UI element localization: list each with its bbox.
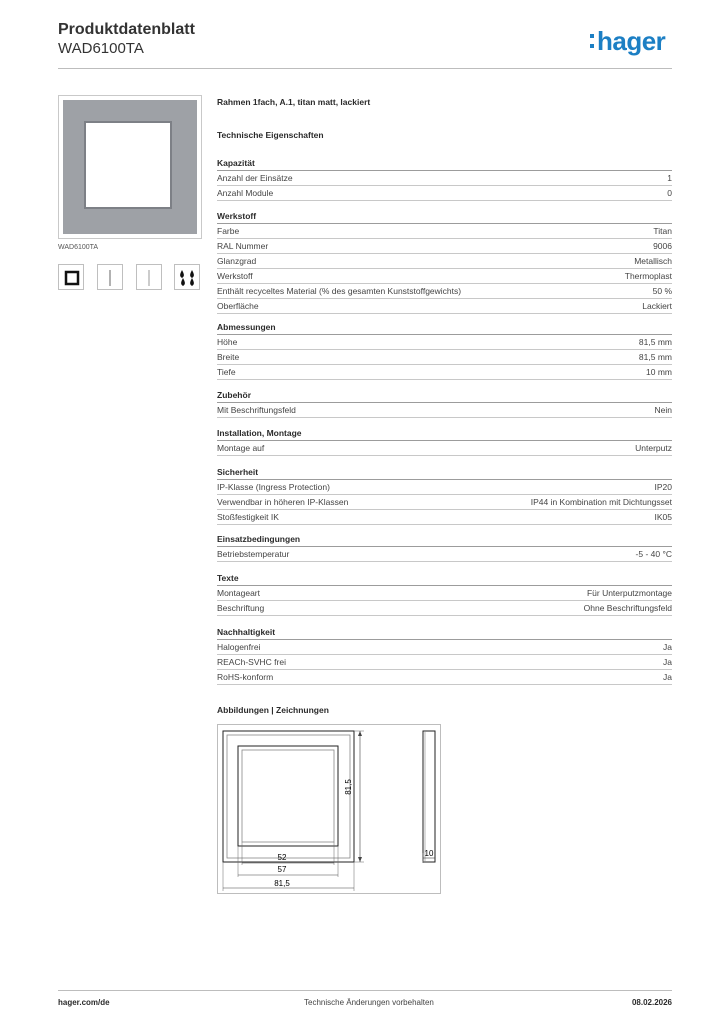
property-row (217, 480, 672, 495)
property-label: Glanzgrad (217, 256, 257, 266)
section-title: Abmessungen (217, 321, 672, 335)
product-image (58, 95, 202, 239)
properties-heading: Technische Eigenschaften (217, 130, 324, 140)
property-section (217, 389, 672, 418)
property-label: RAL Nummer (217, 241, 269, 251)
property-value: 81,5 mm (638, 337, 672, 347)
property-label: RoHS-konform (217, 672, 274, 682)
property-value: Ja (663, 672, 672, 682)
property-section (217, 427, 672, 456)
property-value: 1 (667, 173, 672, 183)
property-row (217, 335, 672, 350)
property-label: Höhe (217, 337, 238, 347)
footer-note: Technische Änderungen vorbehalten (304, 998, 434, 1007)
property-row (217, 299, 672, 314)
dim-outer-label: 81,5 (274, 879, 290, 888)
technical-drawing (217, 724, 441, 894)
property-value: Unterputz (635, 443, 672, 453)
property-label: REACh-SVHC frei (217, 657, 286, 667)
section-title: Sicherheit (217, 466, 672, 480)
single-line-icon (97, 264, 123, 290)
dim-inner-label: 52 (277, 853, 287, 862)
property-label: Anzahl Module (217, 188, 274, 198)
water-drops-icon (174, 264, 200, 290)
property-label: Tiefe (217, 367, 236, 377)
property-row (217, 510, 672, 525)
logo-dots-icon (590, 28, 595, 48)
property-value: Ohne Beschriftungsfeld (583, 603, 672, 613)
frame-opening (84, 121, 172, 209)
property-value: Ja (663, 642, 672, 652)
property-row (217, 239, 672, 254)
property-label: Werkstoff (217, 271, 253, 281)
property-row (217, 365, 672, 380)
property-label: Halogenfrei (217, 642, 261, 652)
product-description: Rahmen 1fach, A.1, titan matt, lackiert (217, 97, 371, 107)
dim-height-label: 81,5 (344, 779, 353, 795)
property-value: 0 (667, 188, 672, 198)
property-section (217, 626, 672, 685)
footer-date: 08.02.2026 (631, 998, 672, 1007)
property-section (217, 210, 672, 314)
property-value: 9006 (653, 241, 672, 251)
property-value: Für Unterputzmontage (586, 588, 672, 598)
property-value: Nein (654, 405, 672, 415)
property-row (217, 254, 672, 269)
property-value: IK05 (654, 512, 672, 522)
property-row (217, 601, 672, 616)
property-label: Montage auf (217, 443, 265, 453)
property-row (217, 224, 672, 239)
section-title: Installation, Montage (217, 427, 672, 441)
property-label: Farbe (217, 226, 240, 236)
property-section (217, 572, 672, 616)
property-label: Oberfläche (217, 301, 259, 311)
property-row (217, 640, 672, 655)
property-section (217, 533, 672, 562)
property-label: Montageart (217, 588, 260, 598)
property-section (217, 466, 672, 525)
property-value: Ja (663, 657, 672, 667)
property-row (217, 284, 672, 299)
footer-website-link[interactable]: hager.com/de (58, 998, 110, 1007)
property-value: -5 - 40 °C (635, 549, 672, 559)
property-value: Titan (653, 226, 672, 236)
property-value: 10 mm (646, 367, 672, 377)
property-value: IP20 (654, 482, 672, 492)
property-section (217, 157, 672, 201)
property-row (217, 547, 672, 562)
property-row (217, 655, 672, 670)
section-title: Einsatzbedingungen (217, 533, 672, 547)
property-row (217, 495, 672, 510)
property-label: Betriebstemperatur (217, 549, 290, 559)
property-row (217, 350, 672, 365)
property-row (217, 403, 672, 418)
section-title: Kapazität (217, 157, 672, 171)
image-caption: WAD6100TA (58, 244, 99, 251)
property-row (217, 586, 672, 601)
property-label: IP-Klasse (Ingress Protection) (217, 482, 330, 492)
document-title: Produktdatenblatt (58, 21, 195, 38)
single-line-light-icon (136, 264, 162, 290)
product-number: WAD6100TA (58, 40, 144, 57)
drawings-title: Abbildungen | Zeichnungen (217, 705, 329, 715)
property-row (217, 171, 672, 186)
property-row (217, 269, 672, 284)
property-row (217, 670, 672, 685)
property-label: Enthält recyceltes Material (% des gesamten Kunststoffgewichts) (217, 286, 462, 296)
property-value: Thermoplast (624, 271, 672, 281)
property-label: Breite (217, 352, 240, 362)
footer-divider (58, 990, 672, 991)
property-label: Stoßfestigkeit IK (217, 512, 279, 522)
property-value: 50 % (652, 286, 672, 296)
hager-logo[interactable]: hager (590, 28, 665, 54)
dim-mid-label: 57 (277, 865, 287, 874)
section-title: Zubehör (217, 389, 672, 403)
property-label: Mit Beschriftungsfeld (217, 405, 296, 415)
section-title: Nachhaltigkeit (217, 626, 672, 640)
property-value: Lackiert (642, 301, 672, 311)
property-value: Metallisch (634, 256, 672, 266)
property-value: 81,5 mm (638, 352, 672, 362)
section-title: Werkstoff (217, 210, 672, 224)
property-value: IP44 in Kombination mit Dichtungsset (530, 497, 672, 507)
property-label: Beschriftung (217, 603, 265, 613)
square-frame-icon (58, 264, 84, 290)
dim-depth-label: 10 (424, 849, 434, 858)
property-row (217, 186, 672, 201)
header-divider (58, 68, 672, 69)
section-title: Texte (217, 572, 672, 586)
property-label: Anzahl der Einsätze (217, 173, 293, 183)
property-row (217, 441, 672, 456)
property-section (217, 321, 672, 380)
property-label: Verwendbar in höheren IP-Klassen (217, 497, 349, 507)
